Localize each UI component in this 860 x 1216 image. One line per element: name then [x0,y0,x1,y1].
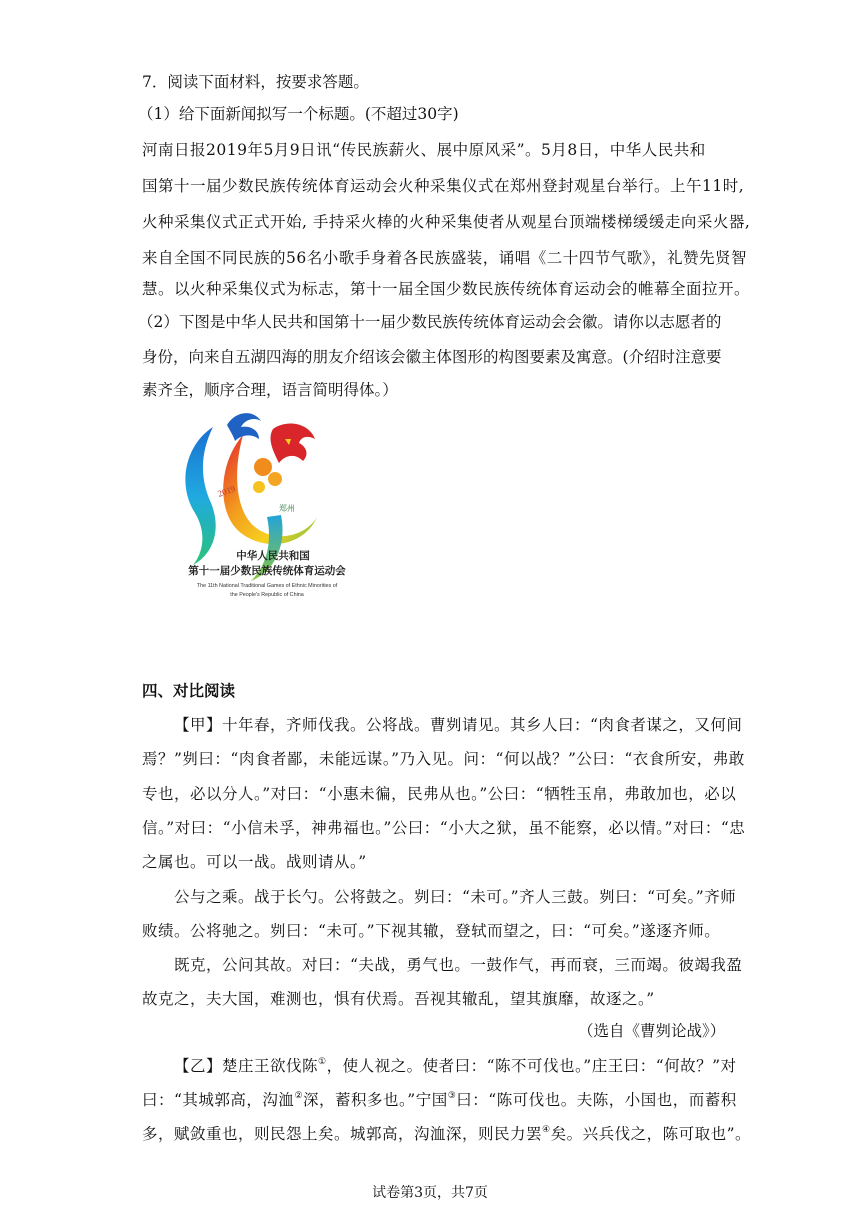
emblem-caption-cn-2: 第十一届少数民族传统体育运动会 [188,565,346,577]
yi-line [174,1055,737,1077]
news-line: 河南日报2019年5月9日讯“传民族薪火、展中原风采”。5月8日，中华人民共和 [142,141,706,159]
emblem-city: 郑州 [279,504,295,513]
yi-text: 曰：“其城郭高，沟洫 [142,1091,295,1109]
jia-line: 既克，公问其故。对曰：“夫战，勇气也。一鼓作气，再而衰，三而竭。彼竭我盈 [174,956,743,974]
yi-line [142,1089,737,1111]
games-emblem [155,405,385,625]
yi-text: ，使人视之。使者曰：“陈不可伐也。”庄王曰：“何故？”对 [326,1057,737,1075]
yi-text: 【乙】楚庄王欲伐陈 [174,1057,319,1075]
yi-text: 深，蓄积多也。”宁国 [303,1091,448,1109]
jia-line: 焉？”刿曰：“肉食者鄙，未能远谋。”乃入见。问：“何以战？”公曰：“衣食所安，弗敢 [142,750,745,768]
emblem-graphic [155,405,385,625]
cloud-pattern [254,458,272,476]
q7-part2-line: （2）下图是中华人民共和国第十一届少数民族传统体育运动会会徽。请你以志愿者的 [138,313,722,331]
news-line: 火种采集仪式正式开始, 手持采火棒的火种采集使者从观星台顶端楼梯缓缓走向采火器, [142,213,751,231]
cloud-pattern [253,481,265,493]
emblem-year: 2019 [216,483,237,499]
yi-line [142,1123,751,1145]
source-note: （选自《曹刿论战》） [578,1022,726,1040]
jia-line: 败绩。公将驰之。刿曰：“未可。”下视其辙，登轼而望之，曰：“可矣。”遂逐齐师。 [142,922,721,940]
jia-line: 之属也。可以一战。战则请从。” [142,853,367,871]
q7-part1-prompt: （1）给下面新闻拟写一个标题。(不超过30字) [138,105,459,123]
footnote-marker: ① [318,1057,327,1067]
yi-text: 曰：“陈可伐也。夫陈，小国也，而蓄积 [456,1091,737,1109]
q7-title: 7．阅读下面材料，按要求答题。 [142,73,369,91]
news-line: 慧。以火种采集仪式为标志，第十一届全国少数民族传统体育运动会的帷幕全面拉开。 [142,280,751,298]
section-heading: 四、对比阅读 [142,681,236,700]
footnote-marker: ② [294,1091,304,1101]
jia-line: 【甲】十年春，齐师伐我。公将战。曹刿请见。其乡人曰：“肉食者谋之，又何间 [174,716,743,734]
yi-text: 矣。兴兵伐之，陈可取也”。 [550,1125,752,1143]
phoenix-head [227,413,261,441]
dragon-head [271,424,315,463]
left-swoosh [185,427,215,565]
jia-line: 专也，必以分人。”对曰：“小惠未徧，民弗从也。”公曰：“牺牲玉帛，弗敢加也，必以 [142,785,737,803]
emblem-caption-en-2: the People's Republic of China [230,592,304,598]
yi-text: 多，赋敛重也，则民怨上矣。城郭高，沟洫深，则民力罢 [142,1125,543,1143]
emblem-caption-cn-1: 中华人民共和国 [236,550,310,562]
footnote-marker: ③ [447,1091,457,1101]
emblem-caption-en-1: The 11th National Traditional Games of Ethnic Minorities of [196,583,338,589]
q7-part2-line: 素齐全，顺序合理，语言简明得体。） [142,381,398,399]
news-line: 国第十一届少数民族传统体育运动会火种采集仪式在郑州登封观星台举行。上午11时, [142,177,745,195]
jia-line: 信。”对曰：“小信未孚，神弗福也。”公曰：“小大之狱，虽不能察，必以情。”对曰：“忠 [142,819,746,837]
jia-line: 公与之乘。战于长勺。公将鼓之。刿曰：“未可。”齐人三鼓。刿曰：“可矣。”齐师 [174,888,737,906]
news-line: 来自全国不同民族的56名小歌手身着各民族盛装，诵唱《二十四节气歌》，礼赞先贤智 [142,249,747,267]
page-footer: 试卷第3页，共7页 [372,1185,488,1201]
jia-line: 故克之，夫大国，难测也，惧有伏焉。吾视其辙乱，望其旗靡，故逐之。” [142,990,655,1008]
q7-part2-line: 身份，向来自五湖四海的朋友介绍该会徽主体图形的构图要素及寓意。(介绍时注意要 [142,348,722,366]
cloud-pattern [268,472,282,486]
footnote-marker: ④ [542,1125,551,1135]
